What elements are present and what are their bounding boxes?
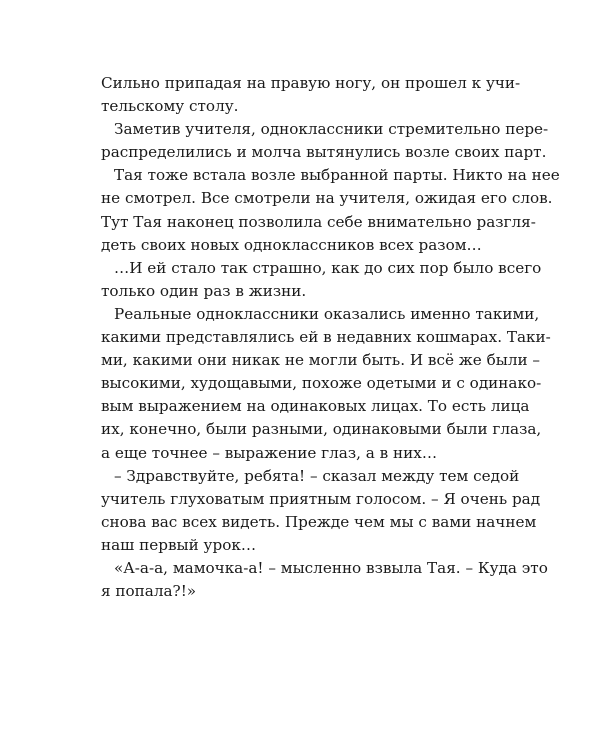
text-line: тельскому столу.: [101, 97, 239, 116]
text-line: Заметив учителя, одноклассники стремительно пере-: [114, 120, 549, 139]
text-line: не смотрел. Все смотрели на учителя, ожидая его слов.: [101, 189, 553, 208]
text-line: распределились и молча вытянулись возле своих парт.: [101, 143, 547, 162]
text-line: только один раз в жизни.: [101, 281, 307, 300]
text-line: Сильно припадая на правую ногу, он прошел к учи-: [101, 74, 521, 92]
text-line: их, конечно, были разными, одинаковыми были глаза,: [101, 420, 542, 439]
text-line: Тут Тая наконец позволила себе внимательно разгля-: [101, 212, 536, 231]
text-line: я попала?!»: [101, 582, 197, 601]
text-line: а еще точнее – выражение глаз, а в них…: [101, 443, 438, 462]
text-line: …И ей стало так страшно, как до сих пор было всего: [114, 258, 542, 277]
text-line: какими представлялись ей в недавних кошмарах. Таки-: [101, 328, 551, 347]
text-line: ми, какими они никак не могли быть. И всё же были –: [101, 351, 541, 370]
text-line: снова вас всех видеть. Прежде чем мы с вами начнем: [101, 512, 537, 531]
text-line: высокими, худощавыми, похоже одетыми и с одинако-: [101, 374, 542, 393]
text-line: Тая тоже встала возле выбранной парты. Никто на нее: [114, 166, 560, 185]
text-line: вым выражением на одинаковых лицах. То есть лица: [101, 397, 530, 416]
text-line: – Здравствуйте, ребята! – сказал между тем седой: [114, 466, 520, 485]
body-text: [101, 72, 560, 603]
text-line: Реальные одноклассники оказались именно такими,: [114, 304, 540, 323]
text-line: «А-а-а, мамочка-а! – мысленно взвыла Тая. – Куда это: [114, 558, 548, 577]
text-line: наш первый урок…: [101, 535, 257, 554]
text-line: деть своих новых одноклассников всех разом…: [101, 235, 482, 254]
text-line: учитель глуховатым приятным голосом. – Я очень рад: [101, 489, 541, 508]
